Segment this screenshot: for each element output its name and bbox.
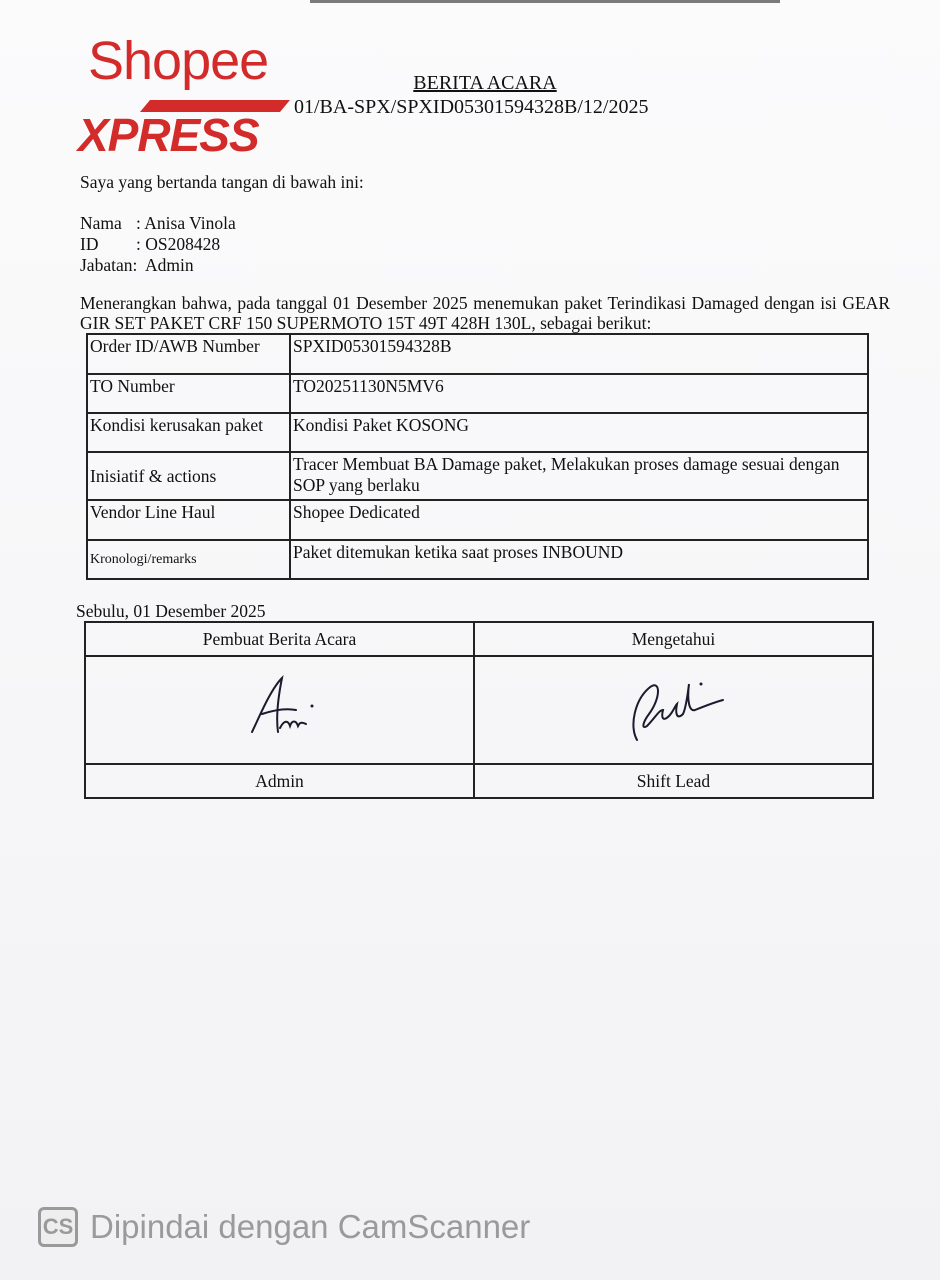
- maker-signature: [240, 670, 320, 750]
- table-row: [87, 452, 868, 500]
- intro-text: Saya yang bertanda tangan di bawah ini:: [80, 172, 364, 192]
- detail-value: Shopee Dedicated: [290, 500, 868, 540]
- jabatan-value: Admin: [145, 255, 194, 275]
- signature-body-row: [85, 656, 873, 764]
- table-row: [87, 540, 868, 579]
- acknowledger-signature-cell: [474, 656, 873, 764]
- table-row: [87, 500, 868, 540]
- detail-value: Paket ditemukan ketika saat proses INBOUND: [290, 540, 868, 579]
- acknowledger-signature: [619, 670, 729, 750]
- maker-header: Pembuat Berita Acara: [85, 622, 474, 656]
- camscanner-watermark: [38, 1207, 530, 1247]
- place-date: Sebulu, 01 Desember 2025: [76, 601, 266, 621]
- detail-key: Vendor Line Haul: [87, 500, 290, 540]
- detail-key: Kondisi kerusakan paket: [87, 413, 290, 452]
- signature-footer-row: [85, 764, 873, 798]
- logo-line2: XPRESS: [78, 109, 259, 161]
- detail-value: Kondisi Paket KOSONG: [290, 413, 868, 452]
- table-row: [87, 334, 868, 374]
- nama-label: Nama: [80, 213, 122, 233]
- camscanner-icon: CS: [38, 1207, 78, 1247]
- document-title: BERITA ACARA: [413, 72, 557, 94]
- detail-value: TO20251130N5MV6: [290, 374, 868, 413]
- detail-value: SPXID05301594328B: [290, 334, 868, 374]
- signature-header-row: [85, 622, 873, 656]
- detail-key: TO Number: [87, 374, 290, 413]
- table-row: [87, 374, 868, 413]
- camscanner-text: Dipindai dengan CamScanner: [90, 1208, 531, 1245]
- statement-text: Menerangkan bahwa, pada tanggal 01 Desember 2025 menemukan paket Terindikasi Damaged dengan isi GEAR GIR SET PAKET CRF 150 SUPERMOTO 15T 49T 428H 130L, sebagai berikut:: [80, 293, 890, 333]
- logo-line1: Shopee: [88, 31, 269, 91]
- detail-key: Order ID/AWB Number: [87, 334, 290, 374]
- details-table: [86, 333, 869, 580]
- acknowledger-role: Shift Lead: [474, 764, 873, 798]
- acknowledger-header: Mengetahui: [474, 622, 873, 656]
- maker-role: Admin: [85, 764, 474, 798]
- signature-table: [84, 621, 874, 799]
- scan-edge: [310, 0, 780, 3]
- id-label: ID: [80, 234, 99, 254]
- detail-key: Kronologi/remarks: [87, 540, 290, 579]
- maker-signature-cell: [85, 656, 474, 764]
- jabatan-label: Jabatan:: [80, 255, 138, 275]
- detail-value: Tracer Membuat BA Damage paket, Melakukan proses damage sesuai dengan SOP yang berlaku: [290, 452, 868, 500]
- shopee-xpress-logo: [78, 30, 298, 160]
- detail-key: Inisiatif & actions: [87, 452, 290, 500]
- nama-value: : Anisa Vinola: [136, 213, 236, 233]
- table-row: [87, 413, 868, 452]
- id-value: : OS208428: [136, 234, 221, 254]
- document-number: 01/BA-SPX/SPXID05301594328B/12/2025: [294, 96, 649, 118]
